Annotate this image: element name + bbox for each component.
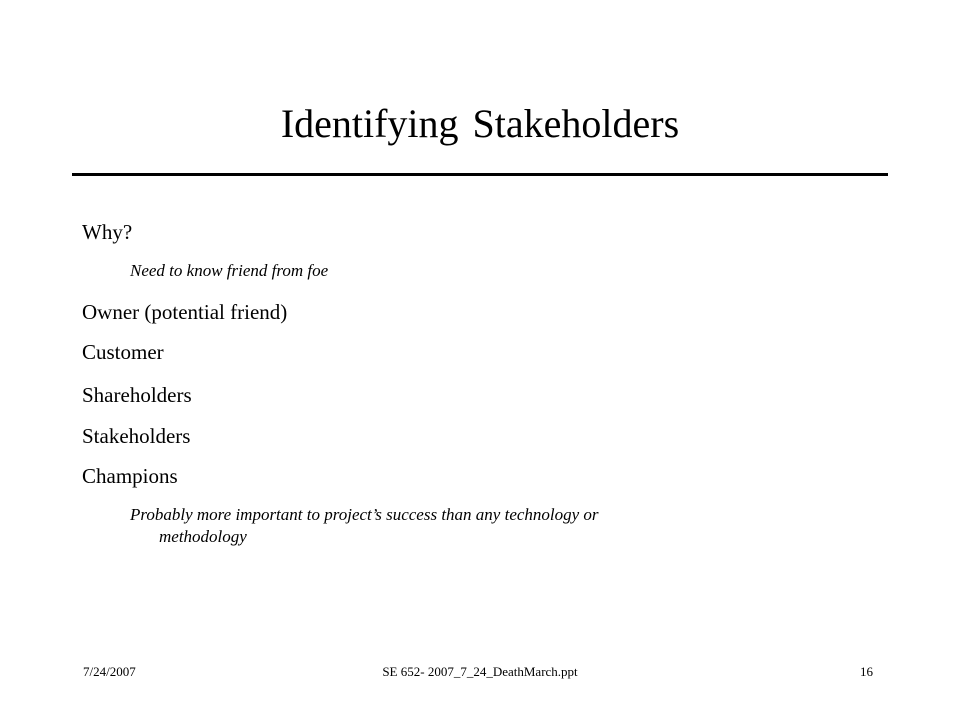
slide-title: Identifying Stakeholders: [280, 101, 680, 146]
sub-bullet-champions-line2: methodology: [159, 527, 247, 546]
sub-bullet-champions-note: [130, 504, 830, 548]
bullet-shareholders: Shareholders: [82, 383, 192, 407]
bullet-customer: Customer: [82, 340, 164, 364]
bullet-champions: Champions: [82, 464, 178, 488]
bullet-why: Why?: [82, 220, 133, 244]
bullet-stakeholders: Stakeholders: [82, 424, 191, 448]
footer-date: 7/24/2007: [83, 664, 136, 679]
sub-bullet-friend-foe: Need to know friend from foe: [130, 261, 329, 280]
footer-page-number: 16: [860, 664, 873, 679]
title-divider: [72, 173, 888, 176]
sub-bullet-champions-line1: Probably more important to project’s success than any technology or: [130, 505, 599, 524]
footer-filename: SE 652- 2007_7_24_DeathMarch.ppt: [382, 664, 578, 679]
bullet-owner: Owner (potential friend): [82, 300, 288, 324]
